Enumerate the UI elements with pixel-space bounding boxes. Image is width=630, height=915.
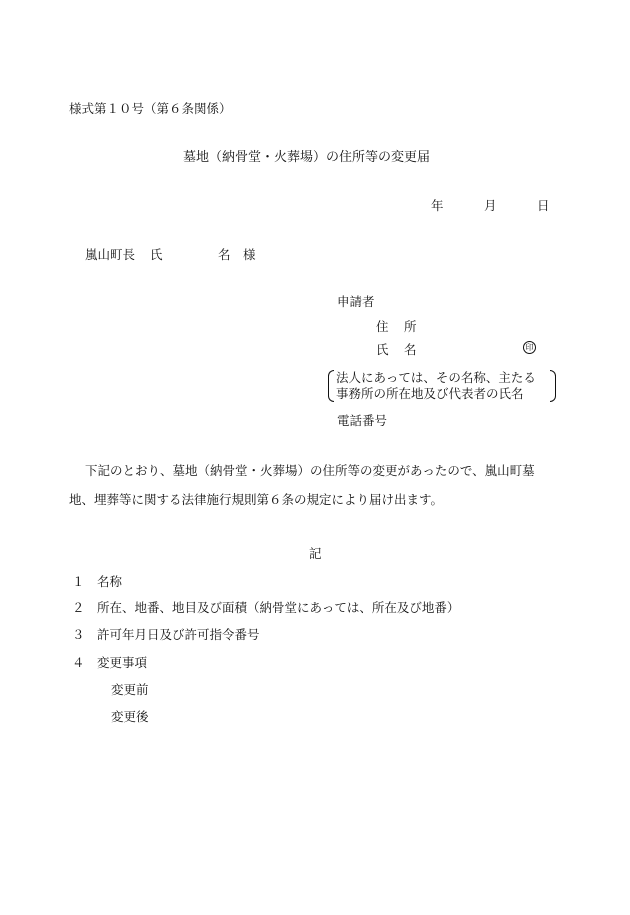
addressee-honorific: 様 xyxy=(243,247,256,262)
sub-item-before: 変更前 xyxy=(111,682,149,697)
corporation-note-line-1: 法人にあっては、その名称、主たる xyxy=(336,370,536,385)
date-year-label: 年 xyxy=(431,198,444,213)
list-item-number: １ xyxy=(72,574,85,589)
list-item-number: ２ xyxy=(72,600,85,615)
corporation-note xyxy=(328,370,556,402)
document-title: 墓地（納骨堂・火葬場）の住所等の変更届 xyxy=(183,150,431,165)
applicant-phone-label: 電話番号 xyxy=(337,413,388,428)
right-parenthesis xyxy=(550,370,556,402)
list-item-text: 名称 xyxy=(97,574,123,589)
list-item-text: 変更事項 xyxy=(97,655,148,670)
list-item-number: ３ xyxy=(72,627,85,642)
ki-heading: 記 xyxy=(309,546,322,561)
list-item-text: 許可年月日及び許可指令番号 xyxy=(97,627,260,642)
applicant-name-label-2: 名 xyxy=(404,342,417,357)
addressee-title: 嵐山町長 xyxy=(85,247,136,262)
list-item-number: ４ xyxy=(72,655,85,670)
applicant-address-label-2: 所 xyxy=(404,319,417,334)
left-parenthesis xyxy=(328,370,334,402)
applicant-label: 申請者 xyxy=(337,294,375,309)
date-month-label: 月 xyxy=(484,198,497,213)
addressee-name-label-1: 氏 xyxy=(150,247,163,262)
sub-item-after: 変更後 xyxy=(111,709,149,724)
form-number: 様式第１０号（第６条関係） xyxy=(69,101,232,116)
body-text-line-2: 地、埋葬等に関する法律施行規則第６条の規定により届け出ます。 xyxy=(69,492,444,507)
seal-mark-icon: 印 xyxy=(523,341,536,354)
list-item-text: 所在、地番、地目及び面積（納骨堂にあっては、所在及び地番） xyxy=(97,600,460,615)
addressee-name-label-2: 名 xyxy=(218,247,231,262)
body-text-line-1: 下記のとおり、墓地（納骨堂・火葬場）の住所等の変更があったので、嵐山町墓 xyxy=(85,463,535,478)
applicant-address-label-1: 住 xyxy=(376,319,389,334)
corporation-note-line-2: 事務所の所在地及び代表者の氏名 xyxy=(336,386,524,401)
date-day-label: 日 xyxy=(537,198,550,213)
applicant-name-label-1: 氏 xyxy=(376,342,389,357)
